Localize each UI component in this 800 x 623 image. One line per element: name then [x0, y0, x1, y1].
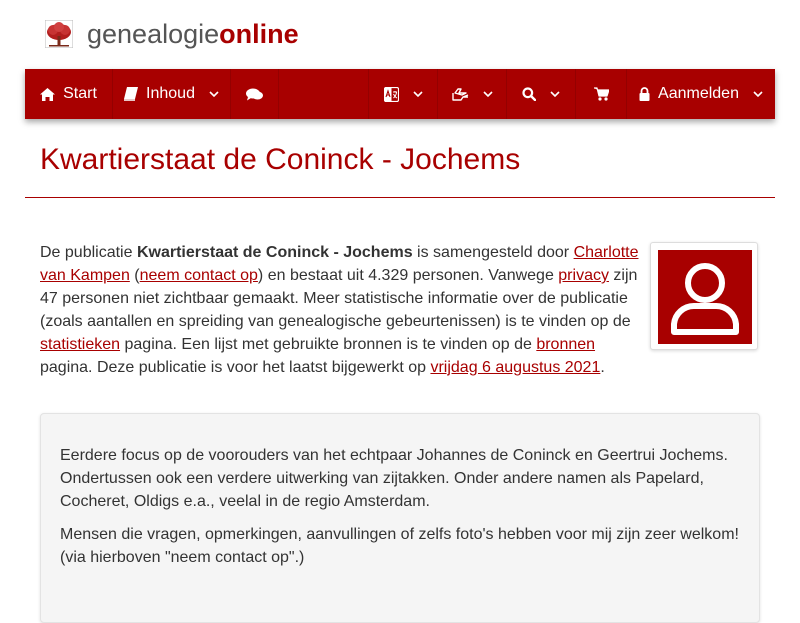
- nav-spacer: [279, 69, 368, 119]
- nav-forum[interactable]: [231, 69, 279, 119]
- tree-icon: [45, 20, 73, 48]
- hand-pointer-icon: [452, 88, 469, 101]
- sources-link[interactable]: bronnen: [536, 336, 596, 353]
- home-icon: [40, 88, 55, 101]
- description-paragraph: Mensen die vragen, opmerkingen, aanvullingen of zelfs foto's hebben voor mij zijn zeer welkom! (via hierboven "neem contact op".): [60, 526, 739, 566]
- main-navbar: [25, 69, 775, 119]
- chevron-down-icon: [413, 91, 423, 98]
- nav-inhoud-label: Inhoud: [146, 85, 195, 102]
- last-updated-link[interactable]: vrijdag 6 augustus 2021: [430, 359, 601, 376]
- chevron-down-icon: [209, 91, 219, 98]
- author-avatar[interactable]: [650, 242, 758, 350]
- statistics-link[interactable]: statistieken: [40, 336, 121, 353]
- book-icon: [124, 87, 138, 101]
- description-paragraph: Eerdere focus op de voorouders van het echtpaar Johannes de Coninck en Geertrui Jochems. Ondertussen ook een verdere uitwerking van zijtakken. Onder andere namen als Papelard, Cocheret, Oldigs e.a., veelal in de regio Amsterdam.: [60, 447, 728, 510]
- intro-text: is samengesteld door: [412, 244, 574, 261]
- logo-text-part2: online: [219, 19, 299, 49]
- publication-intro: [40, 241, 640, 379]
- user-avatar-icon: [658, 250, 752, 344]
- comments-icon: [246, 88, 263, 101]
- nav-actions[interactable]: [438, 69, 507, 119]
- intro-text: pagina. Een lijst met gebruikte bronnen is te vinden op de: [120, 336, 537, 353]
- cart-icon: [594, 87, 609, 101]
- nav-start-label: Start: [63, 85, 97, 102]
- chevron-down-icon: [483, 91, 493, 98]
- author-link[interactable]: Charlotte van Kampen: [40, 244, 639, 284]
- site-logo[interactable]: [45, 17, 299, 51]
- publication-name: Kwartierstaat de Coninck - Jochems: [136, 244, 413, 261]
- publication-description: [40, 413, 760, 623]
- privacy-link[interactable]: privacy: [558, 267, 609, 284]
- logo-text: [87, 17, 299, 51]
- intro-text: zijn 47 personen niet zichtbaar gemaakt. Meer statistische informatie over de publicatie (zoals aantallen en spreiding van genealogische gebeurtenissen) is te vinden op de: [40, 267, 638, 330]
- nav-login[interactable]: [627, 69, 775, 119]
- search-icon: [522, 87, 536, 101]
- nav-shop[interactable]: [576, 69, 627, 119]
- intro-text: (: [129, 267, 140, 284]
- title-divider: [25, 197, 775, 198]
- nav-start[interactable]: [25, 69, 113, 119]
- nav-language[interactable]: [368, 69, 438, 119]
- contact-link[interactable]: neem contact op: [139, 267, 258, 284]
- language-icon: [384, 87, 399, 102]
- lock-icon: [639, 87, 650, 101]
- intro-text: De publicatie: [40, 244, 137, 261]
- nav-search[interactable]: [507, 69, 576, 119]
- intro-text: .: [600, 359, 605, 376]
- intro-text: ) en bestaat uit 4.329 personen. Vanwege: [257, 267, 559, 284]
- nav-inhoud[interactable]: [113, 69, 231, 119]
- logo-text-part1: genealogie: [87, 19, 220, 49]
- chevron-down-icon: [753, 91, 763, 98]
- page-title: Kwartierstaat de Coninck - Jochems: [40, 143, 521, 176]
- nav-login-label: Aanmelden: [658, 85, 739, 102]
- chevron-down-icon: [550, 91, 560, 98]
- intro-text: pagina. Deze publicatie is voor het laatst bijgewerkt op: [40, 359, 431, 376]
